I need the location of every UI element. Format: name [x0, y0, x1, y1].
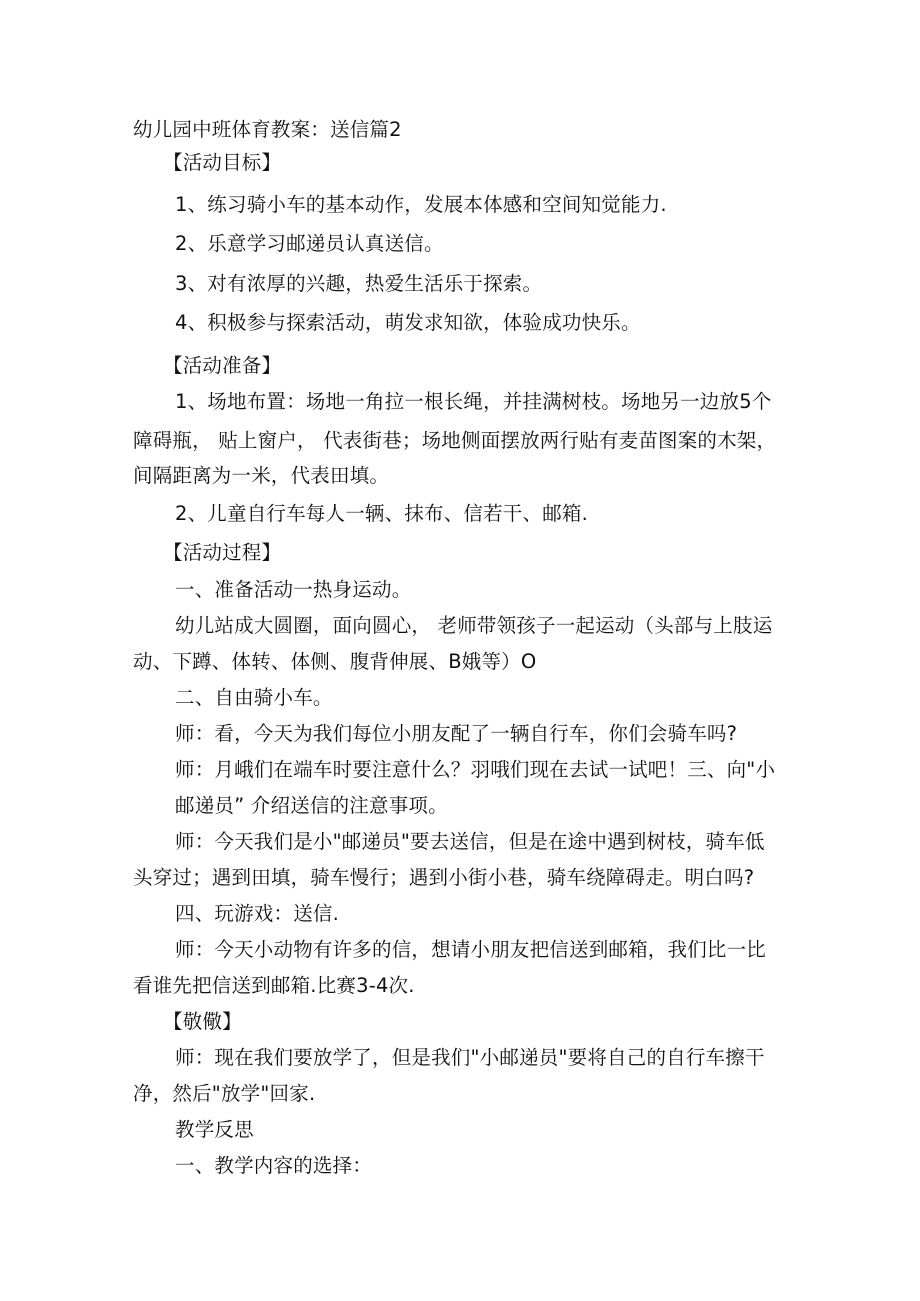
text-line: 幼儿站成大圆圈，面向圆心， 老师带领孩子一起运动（头部与上肢运: [175, 614, 773, 637]
text-line: 2、乐意学习邮递员认真送信。: [175, 232, 444, 255]
text-line: 一、准备活动一热身运动。: [175, 578, 412, 601]
section-heading: 【敬儆】: [163, 1010, 242, 1033]
document-title: 幼儿园中班体育教案：送信篇2: [133, 118, 402, 141]
section-heading: 【活动过程】: [163, 541, 282, 564]
section-heading: 【活动准备】: [163, 354, 282, 377]
text-line: 二、自由骑小车。: [175, 686, 333, 709]
text-line: 师：现在我们要放学了，但是我们"小邮递员"要将自己的自行车擦干: [175, 1046, 765, 1069]
section-heading: 【活动目标】: [163, 151, 282, 174]
text-line: 障碍瓶， 贴上窗户， 代表街巷；场地侧面摆放两行贴有麦苗图案的木架，: [133, 429, 777, 452]
text-line: 净，然后"放学"回家.: [133, 1082, 316, 1105]
text-line: 3、对有浓厚的兴趣，热爱生活乐于探索。: [175, 272, 543, 295]
text-line: 动、下蹲、体转、体侧、腹背伸展、B娥等）O: [133, 650, 537, 673]
text-line: 四、玩游戏：送信.: [175, 902, 339, 925]
text-line: 间隔距离为一米，代表田填。: [133, 464, 390, 487]
text-line: 师：今天小动物有许多的信，想请小朋友把信送到邮箱，我们比一比: [175, 938, 767, 961]
text-line: 师：今天我们是小"邮递员"要去送信，但是在途中遇到树枝，骑车低: [175, 830, 765, 853]
text-line: 1、场地布置：场地一角拉一根长绳，并挂满树枝。场地另一边放5个: [175, 390, 772, 413]
text-line: 4、积极参与探索活动，萌发求知欲，体验成功快乐。: [175, 311, 641, 334]
text-line: 2、儿童自行车每人一辆、抹布、信若干、邮箱.: [175, 502, 589, 525]
text-line: 看谁先把信送到邮箱.比赛3-4次.: [133, 974, 415, 997]
text-line: 邮递员” 介绍送信的注意事项。: [175, 794, 448, 817]
section-heading: 教学反思: [175, 1118, 254, 1141]
text-line: 一、教学内容的选择：: [175, 1154, 373, 1177]
text-line: 1、练习骑小车的基本动作，发展本体感和空间知觉能力.: [175, 193, 667, 216]
text-line: 师：月峨们在端车时要注意什么？羽哦们现在去试一试吧！三、向"小: [175, 758, 776, 781]
text-line: 头穿过；遇到田填，骑车慢行；遇到小街小巷，骑车绕障碍走。明白吗?: [133, 866, 755, 889]
text-line: 师：看，今天为我们每位小朋友配了一辆自行车，你们会骑车吗?: [175, 722, 738, 745]
